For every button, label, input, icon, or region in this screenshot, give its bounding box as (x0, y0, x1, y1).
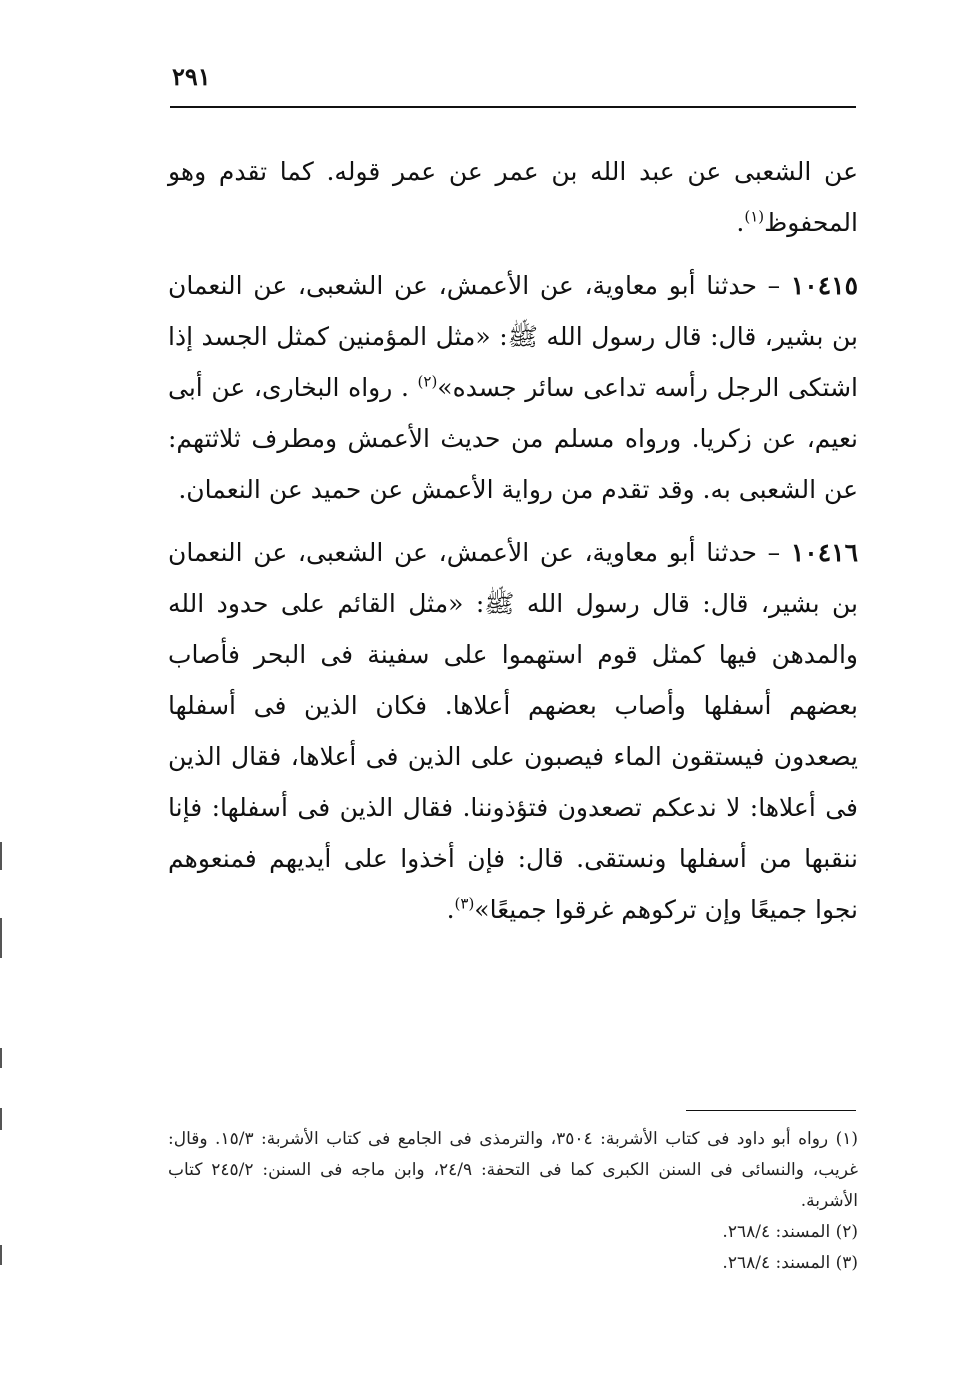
footnote-ref: (٢) (417, 372, 438, 391)
footnote: (٢) المسند: ٢٦٨/٤. (722, 1222, 858, 1242)
paragraph-text: عن الشعبى عن عبد الله بن عمر عن عمر قوله. كما تقدم وهو المحفوظ (168, 157, 858, 237)
hadith-number: ١٠٤١٦ (790, 538, 858, 567)
hadith-text: – حدثنا أبو معاوية، عن الأعمش، عن الشعبى، عن النعمان بن بشير، قال: قال رسول الله ﷺ: «مثل القائم على حدود الله والمدهن فيها كمثل قوم استهموا على سفينة فى البحر فأصاب بعضهم أسفلها وأصاب بعضهم أعلاها. فكان الذين فى أسفلها يصعدون فيستقون الماء فيصبون على الذين فى أعلاها، فقال الذين فى أعلاها: لا ندعكم تصعدون فتؤذوننا. فقال الذين فى أسفلها: فإنا ننقبها من أسفلها ونستقى. قال: فإن أخذوا على أيديهم فمنعوهم نجوا جميعًا وإن تركوهم غرقوا جميعًا» (168, 538, 858, 924)
footnote-ref: (٣) (454, 894, 475, 913)
footnote-divider (686, 1110, 856, 1111)
footnote: (٣) المسند: ٢٦٨/٤. (722, 1253, 858, 1273)
page-number: ٢٩١ (172, 62, 211, 91)
scan-edge-marks (0, 0, 4, 1396)
hadith-tail: . رواه البخارى، عن أبى نعيم، عن زكريا. ورواه مسلم من حديث الأعمش ومطرف ثلاثتهم: عن الشعبى به. وقد تقدم من رواية الأعمش عن حميد عن النعمان. (168, 373, 858, 504)
hadith-entry (168, 527, 858, 935)
hadith-tail: . (446, 895, 455, 924)
hadith-text: – حدثنا أبو معاوية، عن الأعمش، عن الشعبى، عن النعمان بن بشير، قال: قال رسول الله ﷺ: «مثل المؤمنين كمثل الجسد إذا اشتكى الرجل رأسه تداعى سائر جسده» (168, 271, 858, 402)
footnote: (١) رواه أبو داود فى كتاب الأشربة: ٣٥٠٤، والترمذى فى الجامع فى كتاب الأشربة: ١٥/٣. وقال: غريب، والنسائى فى السنن الكبرى كما فى التحفة: ٢٤/٩، وابن ماجه فى السنن: ٢٤٥/٢ كتاب الأشربة. (168, 1129, 858, 1211)
footnote-ref: (١) (744, 207, 765, 226)
footnotes (168, 1124, 858, 1279)
header-divider (170, 106, 856, 108)
paragraph-tail: . (736, 208, 745, 237)
hadith-entry (168, 260, 858, 515)
main-text (168, 146, 858, 947)
hadith-number: ١٠٤١٥ (790, 271, 858, 300)
paragraph (168, 146, 858, 248)
